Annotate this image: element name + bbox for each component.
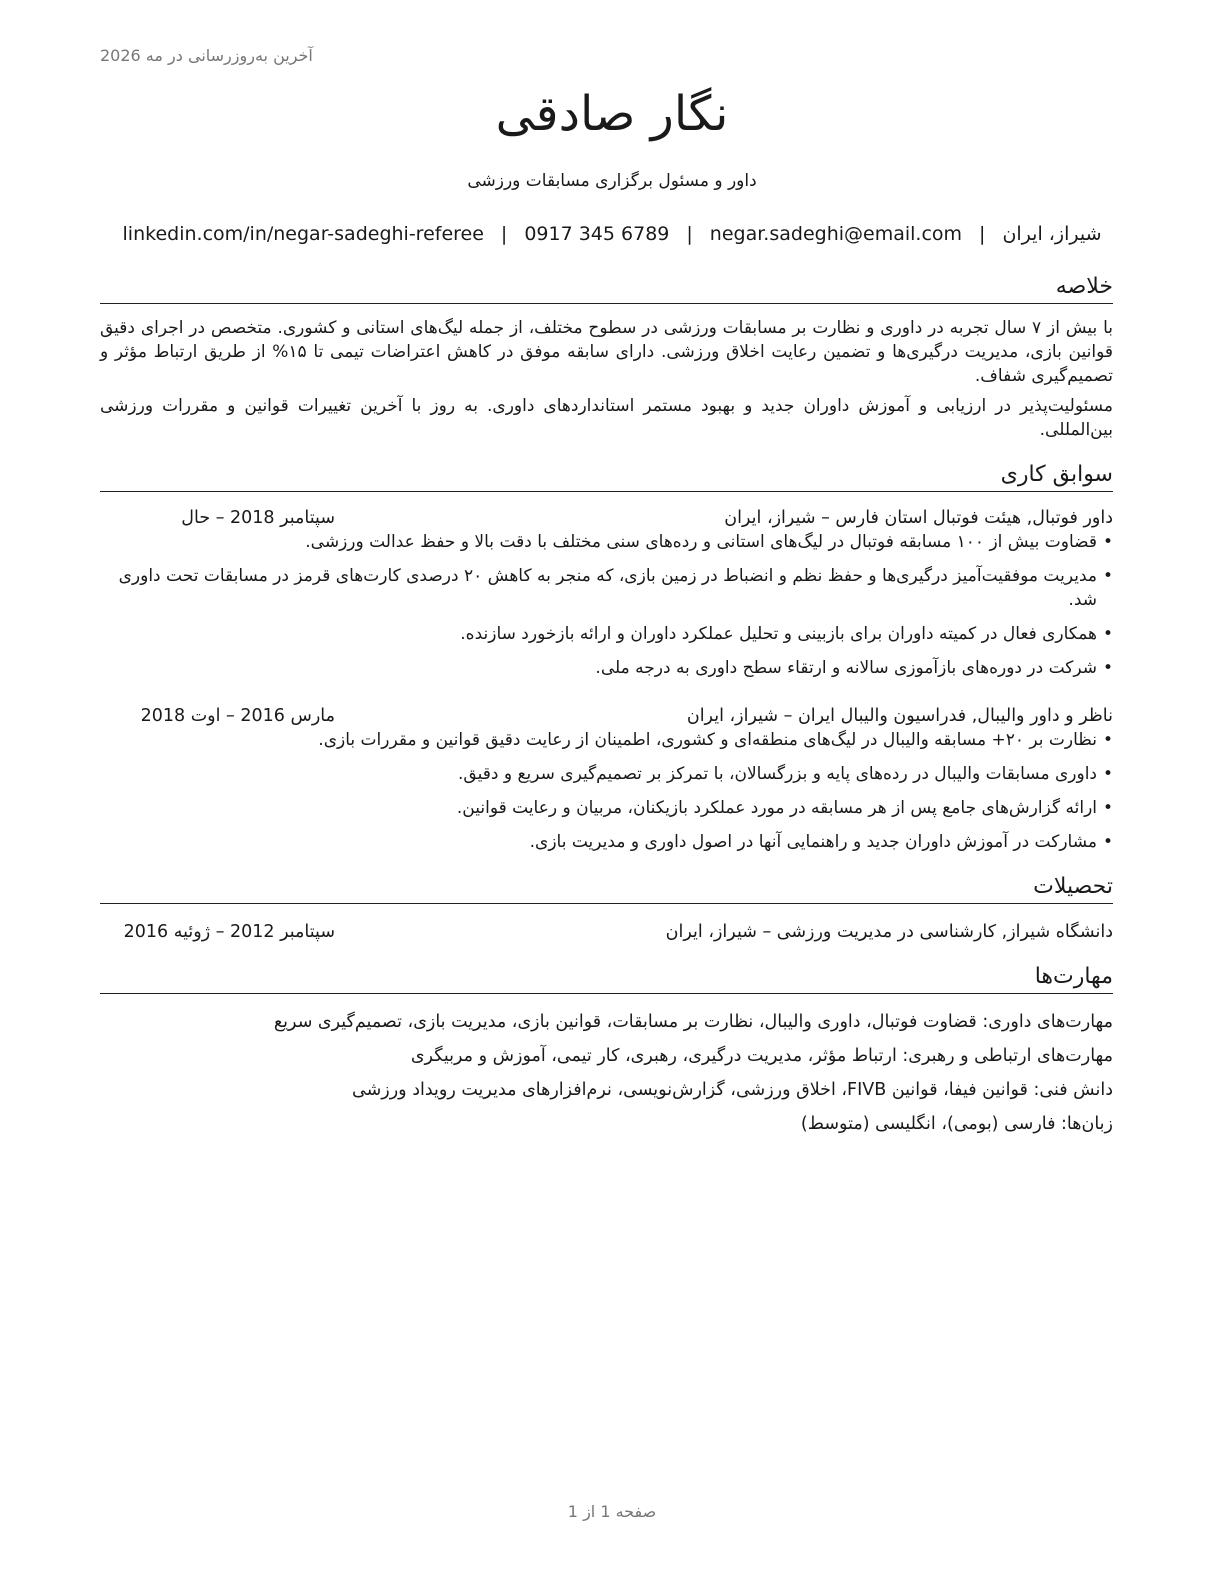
summary-paragraph: با بیش از ۷ سال تجربه در داوری و نظارت بر مسابقات ورزشی در سطوح مختلف، از جمله لیگ‌های استانی و کشوری. متخصص در اجرای دقیق قوانین بازی، مدیریت درگیری‌ها و تضمین رعایت اخلاق ورزشی. دارای سابقه موفق در کاهش اعتراضات تیمی تا ۱۵% از طریق ارتباط مؤثر و تصمیم‌گیری شفاف.: [100, 318, 1113, 386]
summary-paragraph: مسئولیت‌پذیر در ارزیابی و آموزش داوران جدید و بهبود مستمر استانداردهای داوری. به روز با آخرین تغییرات قوانین و مقررات ورزشی بین‌المللی.: [100, 396, 1113, 440]
skill-row: مهارت‌های داوری: قضاوت فوتبال، داوری والیبال، نظارت بر مسابقات، قوانین بازی، مدیریت بازی، تصمیم‌گیری سریع: [273, 1012, 1113, 1032]
bullet-icon: •: [1102, 566, 1113, 586]
skill-row: مهارت‌های ارتباطی و رهبری: ارتباط مؤثر، مدیریت درگیری، رهبری، کار تیمی، آموزش و مربیگری: [410, 1046, 1113, 1066]
section-heading-experience: سوابق کاری: [100, 460, 1113, 492]
bullet-icon: •: [1102, 764, 1113, 784]
list-item: [100, 830, 1113, 854]
contact-phone: 0917 345 6789: [524, 223, 670, 245]
resume-body: [100, 272, 1113, 1136]
candidate-title: داور و مسئول برگزاری مسابقات ورزشی: [467, 171, 757, 191]
bullet-text: نظارت بر ۲۰+ مسابقه والیبال در لیگ‌های منطقه‌ای و کشوری، اطمینان از رعایت دقیق قوانین و مقررات بازی.: [318, 730, 1097, 750]
skill-row: زبان‌ها: فارسی (بومی)، انگلیسی (متوسط): [800, 1114, 1113, 1134]
list-item: [100, 762, 1113, 786]
bullet-text: ارائه گزارش‌های جامع پس از هر مسابقه در مورد عملکرد بازیکنان، مربیان و رعایت قوانین.: [456, 798, 1097, 818]
job-bullets: [100, 728, 1113, 854]
skills-list: [100, 1010, 1113, 1136]
job-title: ناظر و داور والیبال, فدراسیون والیبال ایران – شیراز، ایران: [686, 706, 1113, 726]
education-section: [100, 872, 1113, 944]
list-item: [100, 656, 1113, 680]
bullet-text: مدیریت موفقیت‌آمیز درگیری‌ها و حفظ نظم و انضباط در زمین بازی، که منجر به کاهش ۲۰ درصدی کارت‌های قرمز در مسابقات تحت داوری شد.: [118, 566, 1097, 610]
bullet-text: قضاوت بیش از ۱۰۰ مسابقه فوتبال در لیگ‌های استانی و رده‌های سنی مختلف با دقت بالا و حفظ عدالت ورزشی.: [305, 532, 1097, 552]
list-item: [100, 530, 1113, 554]
job-header: [100, 506, 1113, 530]
job-entry: [100, 506, 1113, 680]
education-title: دانشگاه شیراز, کارشناسی در مدیریت ورزشی – شیراز، ایران: [665, 922, 1113, 942]
contact-linkedin[interactable]: linkedin.com/in/negar-sadeghi-referee: [122, 223, 484, 245]
bullet-icon: •: [1102, 798, 1113, 818]
list-item: [100, 564, 1113, 612]
bullet-text: همکاری فعال در کمیته داوران برای بازبینی و تحلیل عملکرد داوران و ارائه بازخورد سازنده.: [460, 624, 1097, 644]
bullet-icon: •: [1102, 832, 1113, 852]
job-entry: [100, 704, 1113, 854]
job-header: [100, 704, 1113, 728]
bullet-text: شرکت در دوره‌های بازآموزی سالانه و ارتقاء سطح داوری به درجه ملی.: [595, 658, 1097, 678]
last-updated-note: آخرین به‌روزرسانی در مه 2026: [100, 46, 313, 65]
section-heading-education: تحصیلات: [100, 872, 1113, 904]
contact-location: شیراز، ایران: [1002, 223, 1102, 245]
skill-row: دانش فنی: قوانین فیفا، قوانین FIVB، اخلاق ورزشی، گزارش‌نویسی، نرم‌افزارهای مدیریت رویداد ورزشی: [352, 1080, 1113, 1100]
education-entry: [100, 920, 1113, 944]
education-date: سپتامبر 2012 – ژوئیه 2016: [123, 922, 335, 942]
candidate-name: نگار صادقی: [495, 86, 729, 142]
section-heading-skills: مهارت‌ها: [100, 962, 1113, 994]
contact-separator: |: [500, 223, 508, 245]
bullet-icon: •: [1102, 730, 1113, 750]
bullet-icon: •: [1102, 532, 1113, 552]
page-number: صفحه 1 از 1: [567, 1502, 657, 1521]
section-heading-summary: خلاصه: [100, 272, 1113, 304]
job-bullets: [100, 530, 1113, 680]
bullet-text: مشارکت در آموزش داوران جدید و راهنمایی آنها در اصول داوری و مدیریت بازی.: [529, 832, 1097, 852]
bullet-text: داوری مسابقات والیبال در رده‌های پایه و بزرگسالان، با تمرکز بر تصمیم‌گیری سریع و دقیق.: [458, 764, 1097, 784]
bullet-icon: •: [1102, 624, 1113, 644]
job-date: مارس 2016 – اوت 2018: [140, 706, 335, 726]
bullet-icon: •: [1102, 658, 1113, 678]
job-title: داور فوتبال, هیئت فوتبال استان فارس – شیراز، ایران: [724, 508, 1113, 528]
list-item: [100, 622, 1113, 646]
contact-separator: |: [979, 223, 986, 245]
list-item: [100, 796, 1113, 820]
contact-separator: |: [686, 223, 693, 245]
contact-line: [0, 223, 1224, 245]
summary-section: [100, 272, 1113, 442]
job-date: سپتامبر 2018 – حال: [181, 508, 335, 528]
contact-email[interactable]: negar.sadeghi@email.com: [709, 223, 963, 245]
experience-section: [100, 460, 1113, 854]
skills-section: [100, 962, 1113, 1136]
list-item: [100, 728, 1113, 752]
